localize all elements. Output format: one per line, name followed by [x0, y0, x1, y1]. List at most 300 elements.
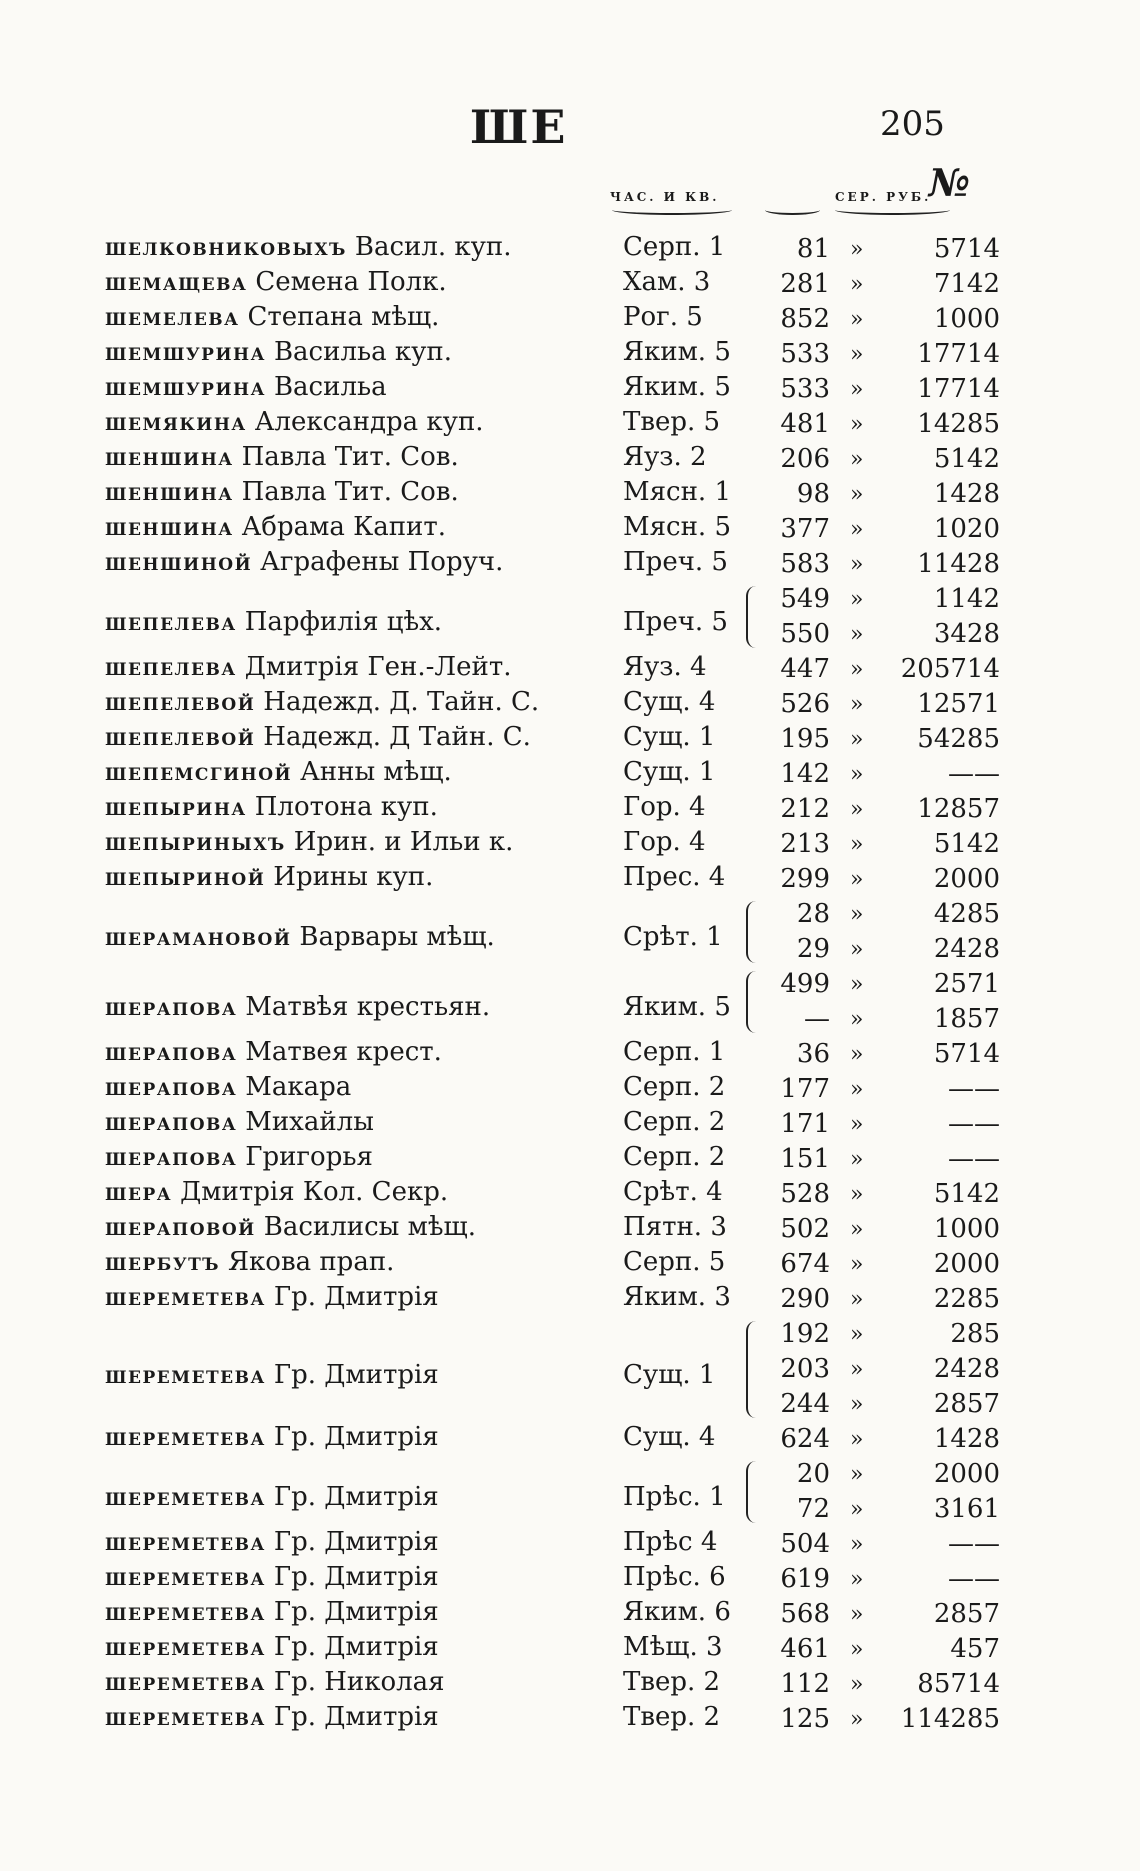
ditto-mark: » [850, 1497, 864, 1522]
entry-name [105, 546, 503, 578]
entry-surname: шерапова [105, 1107, 238, 1136]
property-line [760, 862, 1000, 897]
entry-district-quarter: Прѣс 4 [623, 1527, 718, 1557]
register-entry [105, 1632, 1005, 1667]
entry-name [105, 1281, 439, 1313]
ditto-mark: » [850, 1392, 864, 1417]
entry-name [105, 441, 459, 473]
value-silver-rubles: 14285 [917, 409, 1000, 439]
entry-district-quarter: Сущ. 1 [623, 722, 716, 752]
register-entry [105, 1702, 1005, 1737]
ditto-mark: » [850, 797, 864, 822]
value-silver-rubles: —— [948, 1109, 1000, 1139]
house-number: 299 [780, 864, 830, 894]
ditto-mark: » [850, 377, 864, 402]
property-line [760, 967, 1000, 1002]
value-silver-rubles: 17714 [917, 339, 1000, 369]
property-line [760, 1527, 1000, 1562]
entry-district-quarter: Серп. 2 [623, 1072, 726, 1102]
entry-name [105, 371, 387, 403]
entry-name [105, 651, 511, 683]
entry-given-name-rank: Парфилія цѣх. [244, 606, 443, 637]
entry-name [105, 1666, 445, 1698]
register-entry [105, 582, 1005, 652]
entry-given-name-rank: Матвея крест. [245, 1037, 442, 1067]
entry-properties [760, 1142, 1000, 1177]
house-number: 125 [780, 1704, 830, 1734]
entry-district-quarter: Твер. 2 [623, 1667, 721, 1697]
property-line [760, 1492, 1000, 1527]
ditto-mark: » [850, 552, 864, 577]
register-entry [105, 1562, 1005, 1597]
register-entry [105, 407, 1005, 442]
entry-properties [760, 1037, 1000, 1072]
entry-district-quarter: Яким. 5 [623, 372, 731, 402]
value-silver-rubles: 17714 [917, 374, 1000, 404]
entry-name [105, 1036, 442, 1068]
entry-given-name-rank: Гр. Дмитрія [273, 1527, 439, 1557]
entry-given-name-rank: Васил. куп. [354, 232, 512, 262]
entry-district-quarter: Прѣс. 6 [623, 1562, 726, 1592]
value-silver-rubles: 2428 [933, 934, 1000, 964]
entry-properties [760, 1282, 1000, 1317]
ditto-mark: » [850, 1217, 864, 1242]
ditto-mark: » [850, 727, 864, 752]
entry-name [105, 1211, 476, 1243]
entry-given-name-rank: Гр. Дмитрія [273, 1422, 439, 1452]
value-silver-rubles: 2857 [933, 1599, 1000, 1629]
entry-name [105, 1071, 351, 1103]
house-number: 549 [780, 584, 830, 614]
ditto-mark: » [850, 412, 864, 437]
entry-properties [760, 477, 1000, 512]
entry-name [105, 511, 446, 543]
entry-surname: шемелева [105, 302, 240, 331]
value-silver-rubles: —— [948, 1564, 1000, 1594]
value-silver-rubles: 5714 [933, 234, 1000, 264]
entry-given-name-rank: Макара [245, 1072, 352, 1102]
entry-surname: шепыриныхъ [105, 827, 286, 856]
property-line [760, 1002, 1000, 1037]
entry-surname: шеншиной [105, 547, 253, 576]
house-number: 447 [780, 654, 830, 684]
entry-name [105, 1246, 394, 1278]
value-silver-rubles: 114285 [900, 1704, 1000, 1734]
entry-surname: шепыриной [105, 862, 266, 891]
value-silver-rubles: 2857 [933, 1389, 1000, 1419]
property-line [760, 687, 1000, 722]
entry-properties [760, 1247, 1000, 1282]
entry-properties [760, 827, 1000, 862]
value-silver-rubles: 285 [950, 1319, 1000, 1349]
register-entry [105, 687, 1005, 722]
value-silver-rubles: 1428 [933, 479, 1000, 509]
entry-given-name-rank: Павла Тит. Сов. [241, 477, 459, 507]
house-number: 619 [780, 1564, 830, 1594]
property-line [760, 1667, 1000, 1702]
entry-properties [760, 582, 1000, 652]
value-silver-rubles: 11428 [917, 549, 1000, 579]
property-line [760, 1702, 1000, 1737]
house-number: — [804, 1004, 830, 1034]
entry-name [105, 1596, 439, 1628]
entry-surname: шера [105, 1177, 173, 1206]
entry-name [105, 721, 531, 753]
register-entry [105, 652, 1005, 687]
entry-surname: шепырина [105, 792, 247, 821]
value-silver-rubles: 1000 [933, 1214, 1000, 1244]
register-entry [105, 1457, 1005, 1527]
entry-district-quarter: Яким. 5 [623, 337, 731, 367]
entry-name [105, 1358, 439, 1390]
entry-district-quarter: Преч. 5 [623, 606, 728, 637]
entry-given-name-rank: Дмитрія Кол. Секр. [180, 1177, 449, 1207]
house-number: 192 [780, 1319, 830, 1349]
entry-surname: шеншина [105, 477, 234, 506]
house-number: 504 [780, 1529, 830, 1559]
entry-district-quarter: Серп. 2 [623, 1107, 726, 1137]
entry-surname: шепелевой [105, 722, 256, 751]
entry-district-quarter: Срѣт. 1 [623, 921, 723, 952]
entry-district-quarter: Серп. 1 [623, 232, 726, 262]
house-number: 533 [780, 339, 830, 369]
register-entry [105, 1177, 1005, 1212]
value-silver-rubles: 2000 [933, 864, 1000, 894]
entry-name [105, 791, 438, 823]
entry-surname: шемякина [105, 407, 247, 436]
register-entry [105, 1317, 1005, 1422]
entry-district-quarter: Яким. 3 [623, 1282, 731, 1312]
entry-properties [760, 1597, 1000, 1632]
value-silver-rubles: —— [948, 1529, 1000, 1559]
entry-district-quarter: Прѣс. 1 [623, 1481, 726, 1512]
property-line [760, 792, 1000, 827]
entry-properties [760, 1107, 1000, 1142]
column-header-part: ЧАС. И КВ. [610, 190, 720, 204]
register-entry [105, 1527, 1005, 1562]
register-entry [105, 1282, 1005, 1317]
property-line [760, 1247, 1000, 1282]
entry-properties [760, 862, 1000, 897]
entry-district-quarter: Яуз. 2 [623, 442, 707, 472]
house-number: 624 [780, 1424, 830, 1454]
entry-given-name-rank: Надежд. Д Тайн. С. [263, 722, 531, 752]
entry-given-name-rank: Надежд. Д. Тайн. С. [263, 687, 540, 717]
value-silver-rubles: 1020 [933, 514, 1000, 544]
entry-properties [760, 1457, 1000, 1527]
value-silver-rubles: 205714 [900, 654, 1000, 684]
entry-name [105, 606, 442, 638]
entry-name [105, 1481, 439, 1513]
entry-district-quarter: Серп. 2 [623, 1142, 726, 1172]
entry-name [105, 826, 513, 858]
register-entry [105, 232, 1005, 267]
entry-properties [760, 1562, 1000, 1597]
house-number: 533 [780, 374, 830, 404]
entry-surname: шербутъ [105, 1247, 221, 1276]
entry-name [105, 1561, 439, 1593]
value-silver-rubles: 85714 [917, 1669, 1000, 1699]
property-line [760, 652, 1000, 687]
ditto-mark: » [850, 937, 864, 962]
register-entry [105, 862, 1005, 897]
property-line [760, 1317, 1000, 1352]
entry-given-name-rank: Степана мѣщ. [247, 302, 440, 332]
property-line [760, 1597, 1000, 1632]
value-silver-rubles: 5714 [933, 1039, 1000, 1069]
entry-district-quarter: Яким. 5 [623, 991, 731, 1022]
ditto-mark: » [850, 1112, 864, 1137]
ditto-mark: » [850, 307, 864, 332]
ditto-mark: » [850, 657, 864, 682]
entry-given-name-rank: Якова прап. [228, 1247, 395, 1277]
value-silver-rubles: 1142 [933, 584, 1000, 614]
register-entry [105, 1107, 1005, 1142]
entry-properties [760, 1527, 1000, 1562]
property-line [760, 1562, 1000, 1597]
entry-surname: шемшурина [105, 372, 266, 401]
entry-surname: шереметева [105, 1632, 266, 1661]
entry-given-name-rank: Матвѣя крестьян. [245, 991, 491, 1022]
register-entry [105, 267, 1005, 302]
entry-surname: шерамановой [105, 921, 292, 951]
entry-district-quarter: Серп. 1 [623, 1037, 726, 1067]
house-number: 461 [780, 1634, 830, 1664]
house-number: 203 [780, 1354, 830, 1384]
entry-district-quarter: Преч. 5 [623, 547, 728, 577]
value-silver-rubles: 2285 [933, 1284, 1000, 1314]
value-silver-rubles: 12571 [917, 689, 1000, 719]
house-number: 583 [780, 549, 830, 579]
property-line [760, 897, 1000, 932]
entry-surname: шепелевой [105, 687, 256, 716]
property-line [760, 1632, 1000, 1667]
entry-properties [760, 1317, 1000, 1422]
house-number: 244 [780, 1389, 830, 1419]
entry-given-name-rank: Гр. Дмитрія [273, 1702, 439, 1732]
property-line [760, 1352, 1000, 1387]
grouping-brace [746, 1321, 758, 1418]
ditto-mark: » [850, 237, 864, 262]
house-number: 20 [796, 1459, 830, 1489]
value-silver-rubles: 2000 [933, 1249, 1000, 1279]
value-silver-rubles: 5142 [933, 829, 1000, 859]
register-entry [105, 477, 1005, 512]
entry-surname: шепелева [105, 606, 237, 636]
register-list [105, 232, 1005, 1737]
entry-surname: шереметева [105, 1481, 266, 1511]
entry-surname: шерапова [105, 1142, 238, 1171]
value-silver-rubles: 1000 [933, 304, 1000, 334]
value-silver-rubles: —— [948, 759, 1000, 789]
value-silver-rubles: 5142 [933, 444, 1000, 474]
value-silver-rubles: 2000 [933, 1459, 1000, 1489]
house-number: 290 [780, 1284, 830, 1314]
house-number: 213 [780, 829, 830, 859]
property-line [760, 1072, 1000, 1107]
ditto-mark: » [850, 1182, 864, 1207]
ditto-mark: » [850, 1532, 864, 1557]
entry-surname: шемащева [105, 267, 248, 296]
house-number: 36 [796, 1039, 830, 1069]
entry-district-quarter: Мясн. 5 [623, 512, 731, 542]
entry-surname: шереметева [105, 1422, 266, 1451]
entry-given-name-rank: Гр. Николая [273, 1667, 445, 1697]
ditto-mark: » [850, 1322, 864, 1347]
entry-given-name-rank: Григорья [245, 1142, 373, 1172]
register-entry [105, 792, 1005, 827]
value-silver-rubles: 4285 [933, 899, 1000, 929]
register-entry [105, 1667, 1005, 1702]
property-line [760, 477, 1000, 512]
register-entry [105, 1142, 1005, 1177]
register-entry [105, 827, 1005, 862]
entry-district-quarter: Мѣщ. 3 [623, 1632, 723, 1662]
house-number: 528 [780, 1179, 830, 1209]
entry-given-name-rank: Анны мѣщ. [300, 757, 452, 787]
ditto-mark: » [850, 867, 864, 892]
page-number: 205 [880, 104, 945, 144]
entry-given-name-rank: Михайлы [245, 1107, 374, 1137]
entry-surname: шереметева [105, 1597, 266, 1626]
property-line [760, 1457, 1000, 1492]
entry-name [105, 231, 512, 263]
value-silver-rubles: 2571 [933, 969, 1000, 999]
ditto-mark: » [850, 832, 864, 857]
entry-properties [760, 442, 1000, 477]
entry-surname: шереметева [105, 1562, 266, 1591]
entry-properties [760, 967, 1000, 1037]
entry-name [105, 1631, 439, 1663]
value-silver-rubles: 1857 [933, 1004, 1000, 1034]
house-number: 81 [796, 234, 830, 264]
register-entry [105, 372, 1005, 407]
entry-surname: шелковниковыхъ [105, 232, 347, 261]
house-number: 674 [780, 1249, 830, 1279]
entry-surname: шереметева [105, 1667, 266, 1696]
entry-properties [760, 1212, 1000, 1247]
property-line [760, 232, 1000, 267]
entry-given-name-rank: Аграфены Поруч. [260, 547, 504, 577]
property-line [760, 547, 1000, 582]
register-entry [105, 757, 1005, 792]
register-entry [105, 1247, 1005, 1282]
column-header-flourish [765, 205, 820, 215]
entry-given-name-rank: Гр. Дмитрія [273, 1597, 439, 1627]
entry-surname: шереметева [105, 1359, 266, 1389]
entry-district-quarter: Твер. 2 [623, 1702, 721, 1732]
property-line [760, 1387, 1000, 1422]
ditto-mark: » [850, 972, 864, 997]
house-number: 526 [780, 689, 830, 719]
ditto-mark: » [850, 1042, 864, 1067]
entry-properties [760, 1072, 1000, 1107]
ditto-mark: » [850, 622, 864, 647]
property-line [760, 757, 1000, 792]
ditto-mark: » [850, 517, 864, 542]
grouping-brace [746, 586, 758, 648]
entry-surname: шеншина [105, 512, 234, 541]
entry-district-quarter: Сущ. 1 [623, 1359, 716, 1390]
ditto-mark: » [850, 1147, 864, 1172]
entry-name [105, 1526, 439, 1558]
register-entry [105, 1597, 1005, 1632]
entry-district-quarter: Гор. 4 [623, 792, 706, 822]
entry-given-name-rank: Гр. Дмитрія [273, 1562, 439, 1592]
column-header-number: № [928, 160, 970, 205]
value-silver-rubles: 457 [950, 1634, 1000, 1664]
house-number: 72 [796, 1494, 830, 1524]
value-silver-rubles: —— [948, 1074, 1000, 1104]
entry-properties [760, 1177, 1000, 1212]
ditto-mark: » [850, 587, 864, 612]
entry-given-name-rank: Варвары мѣщ. [299, 921, 495, 952]
ditto-mark: » [850, 1672, 864, 1697]
column-header-flourish [612, 205, 732, 215]
entry-given-name-rank: Гр. Дмитрія [273, 1632, 439, 1662]
entry-district-quarter: Гор. 4 [623, 827, 706, 857]
house-number: 177 [780, 1074, 830, 1104]
register-entry [105, 967, 1005, 1037]
property-line [760, 1212, 1000, 1247]
entry-properties [760, 1667, 1000, 1702]
property-line [760, 722, 1000, 757]
ditto-mark: » [850, 342, 864, 367]
entry-district-quarter: Сущ. 4 [623, 687, 716, 717]
entry-properties [760, 1632, 1000, 1667]
register-entry [105, 337, 1005, 372]
entry-name [105, 301, 439, 333]
entry-district-quarter: Яуз. 4 [623, 652, 707, 682]
entry-properties [760, 757, 1000, 792]
entry-given-name-rank: Васильа [273, 372, 387, 402]
entry-given-name-rank: Гр. Дмитрія [273, 1481, 439, 1512]
entry-surname: шерапова [105, 991, 238, 1021]
entry-surname: шепемсгиной [105, 757, 293, 786]
register-entry [105, 1037, 1005, 1072]
ditto-mark: » [850, 1567, 864, 1592]
column-header-rubles: СЕР. РУБ. [835, 190, 932, 204]
house-number: 550 [780, 619, 830, 649]
ditto-mark: » [850, 1707, 864, 1732]
house-number: 499 [780, 969, 830, 999]
value-silver-rubles: 12857 [917, 794, 1000, 824]
grouping-brace [746, 1461, 758, 1523]
property-line [760, 827, 1000, 862]
property-line [760, 372, 1000, 407]
entry-name [105, 921, 495, 953]
value-silver-rubles: —— [948, 1144, 1000, 1174]
ditto-mark: » [850, 1077, 864, 1102]
entry-district-quarter: Прес. 4 [623, 862, 726, 892]
register-entry [105, 1422, 1005, 1457]
property-line [760, 407, 1000, 442]
house-number: 112 [780, 1669, 830, 1699]
entry-surname: шеншина [105, 442, 234, 471]
entry-given-name-rank: Семена Полк. [255, 267, 447, 297]
property-line [760, 442, 1000, 477]
property-line [760, 512, 1000, 547]
entry-name [105, 266, 447, 298]
entry-properties [760, 897, 1000, 967]
register-entry [105, 897, 1005, 967]
register-entry [105, 1072, 1005, 1107]
entry-given-name-rank: Павла Тит. Сов. [241, 442, 459, 472]
property-line [760, 1107, 1000, 1142]
entry-district-quarter: Яким. 6 [623, 1597, 731, 1627]
ditto-mark: » [850, 1427, 864, 1452]
house-number: 212 [780, 794, 830, 824]
